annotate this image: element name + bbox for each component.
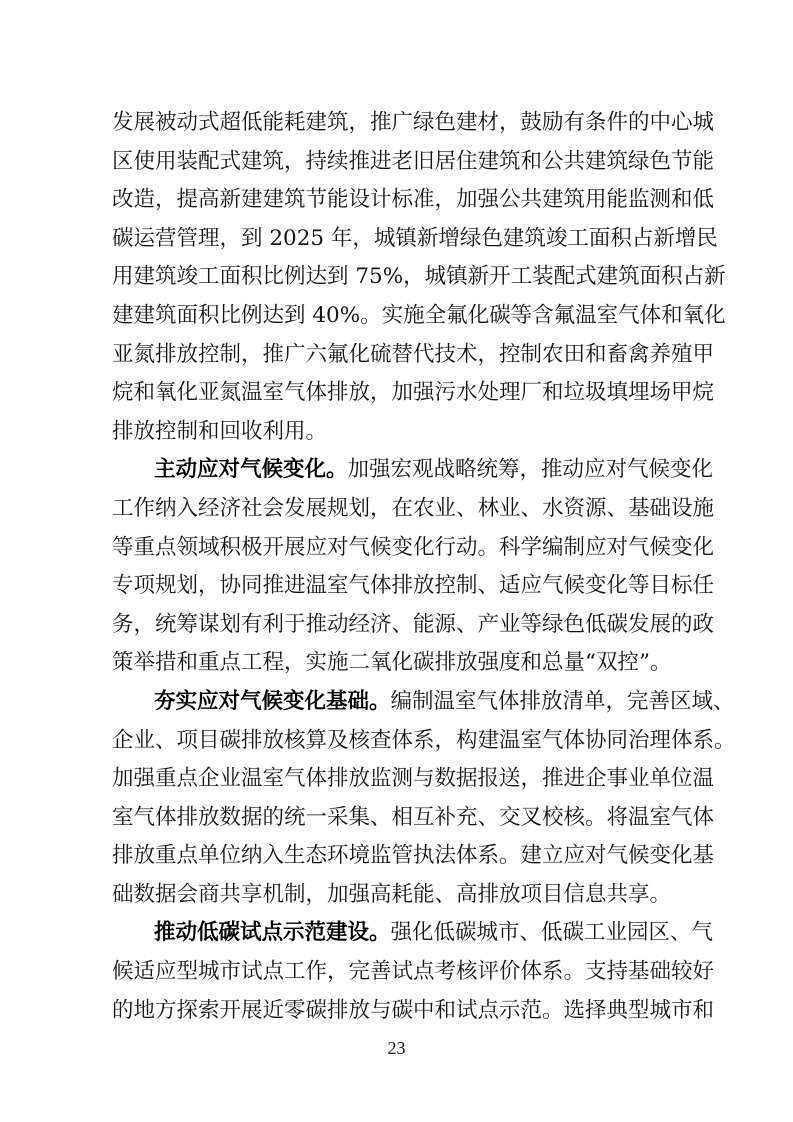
- document-body: [112, 104, 736, 1030]
- text-line: 用建筑竣工面积比例达到 75%，城镇新开工装配式建筑面积占新: [112, 264, 726, 290]
- text-line: 加强重点企业温室气体排放监测与数据报送，推进企事业单位温: [112, 766, 715, 792]
- text-line: 企业、项目碳排放核算及核查体系，构建温室气体协同治理体系。: [112, 727, 736, 753]
- text-line: [112, 451, 714, 490]
- text-line: 碳运营管理，到 2025 年，城镇新增绿色建筑竣工面积占新增民: [112, 225, 718, 251]
- text-line: [112, 914, 714, 953]
- text-line: [112, 683, 735, 722]
- text-line: 室气体排放数据的统一采集、相互补充、交叉校核。将温室气体: [112, 804, 715, 830]
- text-line: 区使用装配式建筑，持续推进老旧居住建筑和公共建筑绿色节能: [112, 148, 715, 174]
- text-line: 建建筑面积比例达到 40%。实施全氟化碳等含氟温室气体和氧化: [112, 302, 726, 328]
- text-line: 策举措和重点工程，实施二氧化碳排放强度和总量“双控”。: [112, 650, 672, 676]
- text-line: 烷和氧化亚氮温室气体排放，加强污水处理厂和垃圾填埋场甲烷: [112, 380, 715, 406]
- text-line: 候适应型城市试点工作，完善试点考核评价体系。支持基础较好: [112, 959, 715, 985]
- text-line: 排放控制和回收利用。: [112, 418, 328, 444]
- page-number: 23: [387, 1038, 406, 1058]
- paragraph-building-emissions: [112, 104, 726, 451]
- text-line: 专项规划，协同推进温室气体排放控制、适应气候变化等目标任: [112, 573, 715, 599]
- paragraph-climate-response: [112, 451, 715, 683]
- text-run: 强化低碳城市、低碳工业园区、气: [390, 920, 714, 946]
- text-line: 的地方探索开展近零碳排放与碳中和试点示范。选择典型城市和: [112, 997, 715, 1023]
- text-line: 改造，提高新建建筑节能设计标准，加强公共建筑用能监测和低: [112, 187, 715, 213]
- section-heading: 主动应对气候变化。: [154, 457, 348, 483]
- paragraph-climate-foundation: [112, 683, 736, 915]
- text-line: 亚氮排放控制，推广六氟化硫替代技术，控制农田和畜禽养殖甲: [112, 341, 715, 367]
- section-heading: 夯实应对气候变化基础。: [154, 688, 391, 714]
- text-line: 础数据会商共享机制，加强高耗能、高排放项目信息共享。: [112, 881, 672, 907]
- paragraph-low-carbon-pilot: [112, 914, 715, 1030]
- text-line: 发展被动式超低能耗建筑，推广绿色建材，鼓励有条件的中心城: [112, 110, 715, 135]
- text-run: 编制温室气体排放清单，完善区域、: [390, 688, 735, 714]
- text-line: 务，统筹谋划有利于推动经济、能源、产业等绿色低碳发展的政: [112, 611, 715, 637]
- text-line: 等重点领域积极开展应对气候变化行动。科学编制应对气候变化: [112, 534, 715, 560]
- section-heading: 推动低碳试点示范建设。: [154, 920, 391, 946]
- text-line: 工作纳入经济社会发展规划，在农业、林业、水资源、基础设施: [112, 495, 715, 521]
- text-line: 排放重点单位纳入生态环境监管执法体系。建立应对气候变化基: [112, 843, 715, 869]
- text-run: 加强宏观战略统筹，推动应对气候变化: [347, 457, 714, 483]
